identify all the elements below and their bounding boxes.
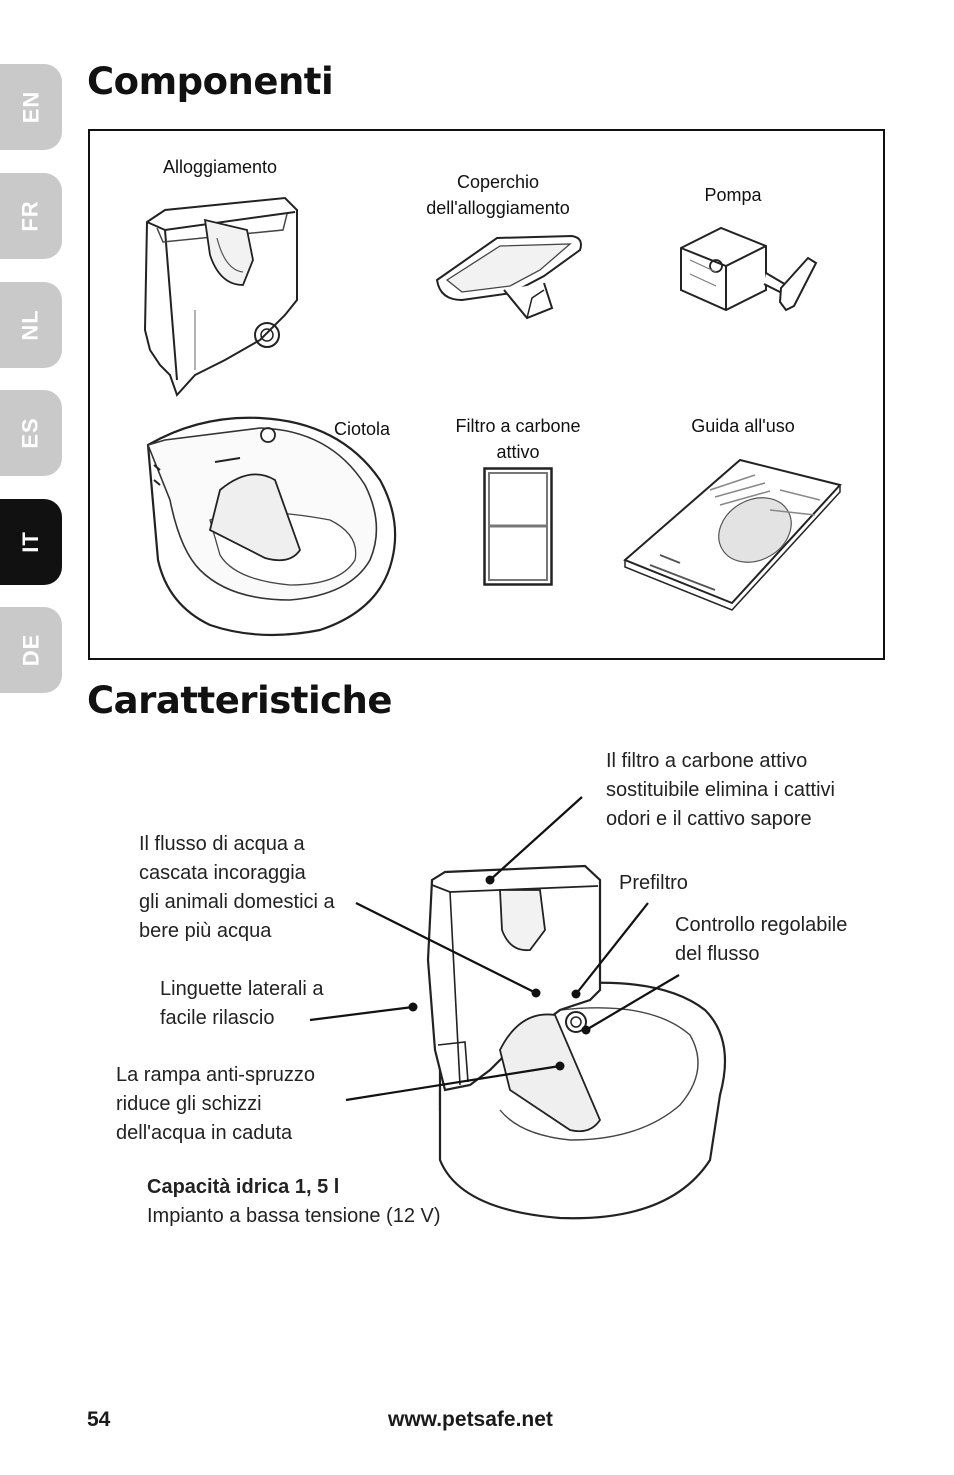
- tab-nl-label: NL: [17, 309, 43, 341]
- filter-label-line2: attivo: [496, 442, 540, 462]
- caratteristiche-title: Caratteristiche: [87, 679, 392, 722]
- tab-es-label: ES: [17, 417, 43, 449]
- pump-label: Pompa: [704, 185, 762, 205]
- tab-en-label: EN: [18, 90, 43, 124]
- feature-anti-splash-ramp: La rampa anti-spruzzo riduce gli schizzi dell'acqua in caduta: [116, 1064, 315, 1144]
- tab-it-label: IT: [18, 531, 43, 553]
- bowl-label: Ciotola: [333, 419, 391, 439]
- tab-de-label: DE: [18, 633, 43, 667]
- website-link[interactable]: www.petsafe.net: [388, 1408, 553, 1431]
- guide-label: Guida all'uso: [691, 416, 795, 436]
- housing-lid-label-line2: dell'alloggiamento: [426, 198, 570, 218]
- water-capacity: Capacità idrica 1, 5 l: [147, 1176, 340, 1198]
- feature-waterfall-flow: Il flusso di acqua a cascata incoraggia gli animali domestici a bere più acqua: [139, 833, 335, 942]
- feature-prefilter: Prefiltro: [619, 872, 688, 894]
- componenti-title: Componenti: [87, 60, 334, 103]
- feature-carbon-filter: Il filtro a carbone attivo sostituibile elimina i cattivi odori e il cattivo sapore: [606, 750, 835, 830]
- tab-fr-label: FR: [17, 200, 43, 232]
- filter-label-line1: Filtro a carbone: [455, 416, 581, 436]
- feature-side-tabs: Linguette laterali a facile rilascio: [160, 978, 324, 1029]
- feature-flow-control: Controllo regolabile del flusso: [675, 914, 848, 965]
- housing-label: Alloggiamento: [162, 157, 278, 177]
- page-number: 54: [87, 1408, 111, 1431]
- low-voltage-info: Impianto a bassa tensione (12 V): [147, 1205, 441, 1227]
- housing-lid-label-line1: Coperchio: [456, 172, 540, 192]
